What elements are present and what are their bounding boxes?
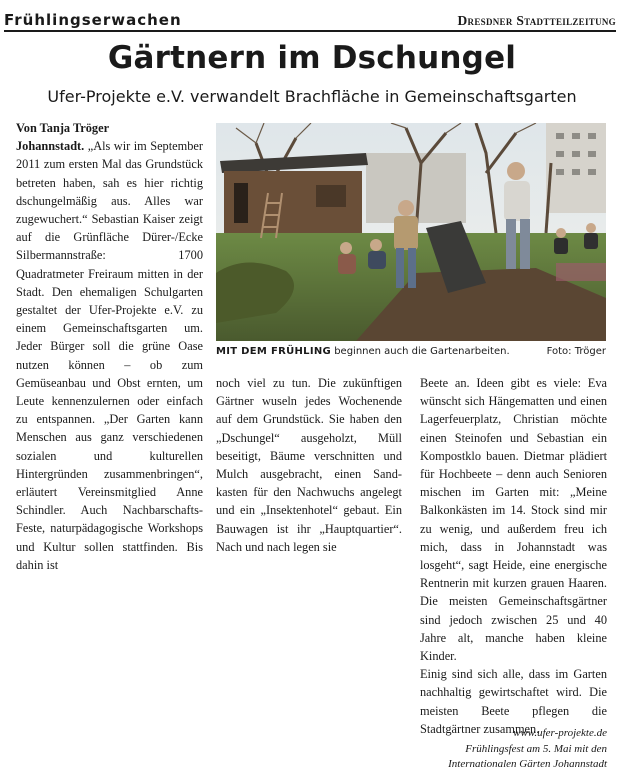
subheadline: Ufer-Projekte e.V. verwandelt Brachfläche in Gemeinschaftsgarten — [47, 87, 577, 106]
author-byline: Von Tanja Tröger — [16, 121, 110, 135]
caption-text: beginnen auch die Gartenarbeiten. — [331, 346, 510, 357]
article-column-2 — [216, 374, 402, 556]
column-1-text: „Als wir im September 2011 zum ersten Mal das Grundstück betreten haben, sah es hier richtig dschungelmäßig aus. Alles war zugewuchert.“ Sebastian Kaiser zeigt auf die Grünfläche Dürer-/Ecke Silbermannstraße: 1700 Quadratmeter Freiraum mitten in der Stadt. Den ehemaligen Schulgarten gestaltet der Ufer-Projekte e.V. zu einem Gemeinschaftsgarten um. Jeder Bürger soll die grüne Oase nutzen können – ob zum Gemüseanbau und Obst ernten, um Leute kennenzulernen oder einfach zu entspannen. „Der Garten kann Menschen aus ganz verschiedenen sozialen und kulturellen Hintergründen zusammenbringen“, erläutert Vereinsmitglied Anne Schindler. Auch Nachbarschafts-Feste, naturpädagogische Workshops und Kultur sollen stattfinden. Bis dahin ist — [16, 139, 203, 572]
footer-event-line-2: Internationalen Gärten Johannstadt — [448, 758, 607, 770]
column-2-text: noch viel zu tun. Die zukünftigen Gärtner wuseln jedes Wochenende auf dem Grundstück. Sie haben den „Dschungel“ ausgeholzt, Müll beseitigt, Bäume verschnitten und Mulch ausgebracht, einen Sandkasten für den Nachwuchs angelegt und ein „Insektenhotel“ gebaut. Ein Bauwagen ist ihr „Hauptquartier“. Nach und nach legen sie — [216, 376, 402, 554]
column-3-paragraph-2: Einig sind sich alle, dass im Garten nachhaltig gewirtschaftet wird. Die meisten Beete pflegen die Stadtgärtner zusammen. — [420, 667, 607, 736]
section-title: Frühlingserwachen — [4, 11, 182, 29]
page-header — [4, 8, 616, 30]
photo-caption — [216, 346, 606, 357]
column-3-paragraph-1: Beete an. Ideen gibt es viele: Eva wünscht sich Hängematten und einen Lagerfeuerplatz, Christian möchte einen Steinofen und Sebastian ein Kompostklo bauen. Dietmar plädiert für Hochbeete – denn auch Senioren mischen im Garten mit: „Meine Balkonkästen im 14. Stock sind mir zu wenig, und außerdem freu ich mich, dass in Johannstadt was losgeht“, sagt Heide, eine energische Rentnerin mit kurzen grauen Haaren. Die meisten Gemeinschaftsgärtner sind jedoch zwischen 25 und 40 Jahre alt, manche haben kleine Kinder. — [420, 376, 607, 664]
article-column-1 — [16, 119, 203, 574]
dateline: Johannstadt. — [16, 139, 85, 154]
article-column-3 — [420, 374, 607, 738]
footer-url: www.ufer-projekte.de — [513, 727, 607, 739]
newspaper-name: Dresdner Stadtteilzeitung — [457, 13, 616, 28]
header-rule — [4, 30, 616, 32]
headline: Gärtnern im Dschungel — [107, 40, 517, 76]
garden-photo — [216, 123, 606, 341]
caption-lead: MIT DEM FRÜHLING — [216, 346, 332, 357]
article-footer — [448, 726, 607, 773]
footer-event-line-1: Frühlingsfest am 5. Mai mit den — [465, 742, 607, 755]
photo-credit: Foto: Tröger — [546, 346, 606, 357]
